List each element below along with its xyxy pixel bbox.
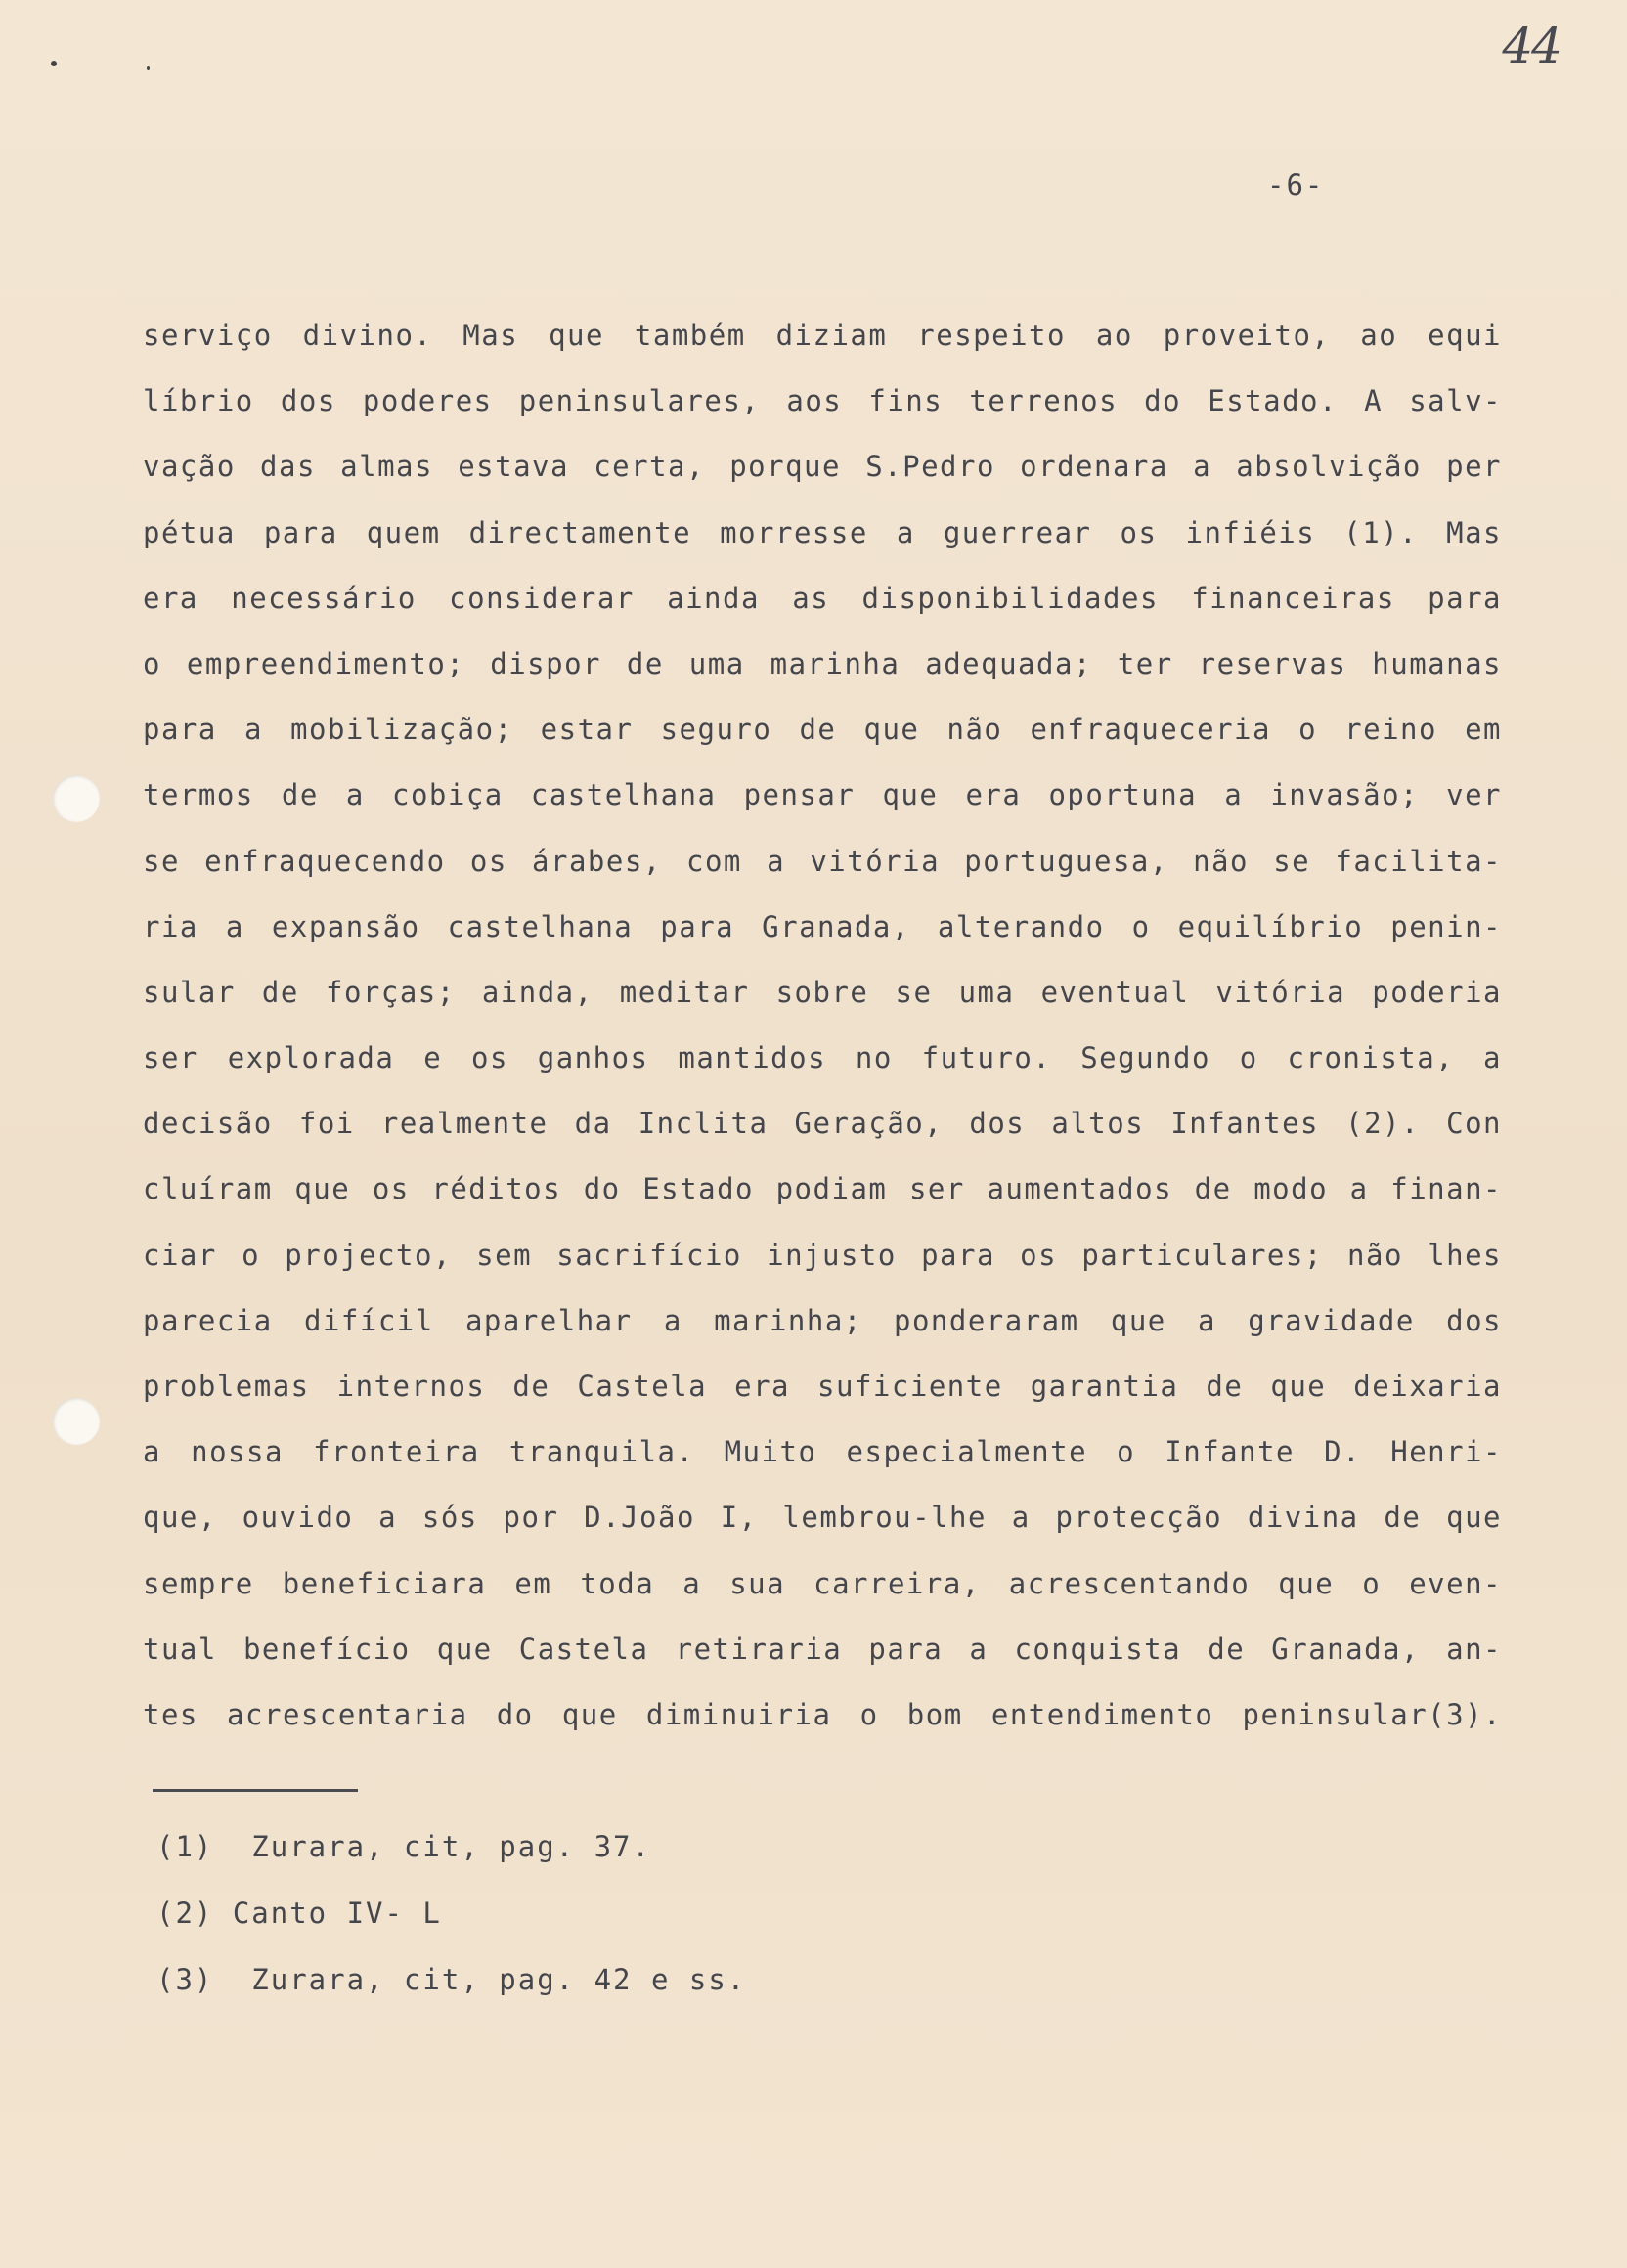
text-line: que, ouvido a sós por D.João I, lembrou-lhe a protecção divina de que <box>143 1501 1502 1535</box>
footnotes <box>156 1813 746 2013</box>
footnote: (1) Zurara, cit, pag. 37. <box>156 1830 651 1863</box>
text-line: termos de a cobiça castelhana pensar que era oportuna a invasão; ver <box>143 778 1502 812</box>
text-line: ser explorada e os ganhos mantidos no futuro. Segundo o cronista, a <box>143 1041 1502 1075</box>
text-line: ria a expansão castelhana para Granada, alterando o equilíbrio penin- <box>143 909 1502 943</box>
text-line: serviço divino. Mas que também diziam respeito ao proveito, ao equi <box>143 319 1502 352</box>
page-number: -6- <box>1267 168 1325 201</box>
text-line: líbrio dos poderes peninsulares, aos fins terrenos do Estado. A salv- <box>143 384 1502 418</box>
text-line: parecia difícil aparelhar a marinha; ponderaram que a gravidade dos <box>143 1303 1502 1337</box>
text-line: decisão foi realmente da Inclita Geração, dos altos Infantes (2). Con <box>143 1107 1502 1141</box>
text-line: tes acrescentaria do que diminuiria o bom entendimento peninsular(3). <box>143 1697 1502 1731</box>
text-line: sular de forças; ainda, meditar sobre se uma eventual vitória poderia <box>143 975 1502 1009</box>
text-line: vação das almas estava certa, porque S.Pedro ordenara a absolvição per <box>143 450 1502 484</box>
ink-speck <box>147 66 150 70</box>
text-line: se enfraquecendo os árabes, com a vitória portuguesa, não se facilita- <box>143 844 1502 878</box>
text-line: pétua para quem directamente morresse a guerrear os infiéis (1). Mas <box>143 515 1502 549</box>
text-line: problemas internos de Castela era suficiente garantia de que deixaria <box>143 1370 1502 1403</box>
text-line: ciar o projecto, sem sacrifício injusto para os particulares; não lhes <box>143 1238 1502 1272</box>
text-line: o empreendimento; dispor de uma marinha adequada; ter reservas humanas <box>143 646 1502 680</box>
punch-hole <box>53 1398 100 1445</box>
text-line: tual benefício que Castela retiraria para a conquista de Granada, an- <box>143 1632 1502 1666</box>
footnote: (2) Canto IV- L <box>156 1897 442 1930</box>
ink-speck <box>51 61 57 66</box>
body-text <box>143 303 1502 1748</box>
footnote-separator <box>153 1789 358 1792</box>
text-line: para a mobilização; estar seguro de que não enfraqueceria o reino em <box>143 713 1502 747</box>
text-line: era necessário considerar ainda as disponibilidades financeiras para <box>143 581 1502 615</box>
text-line: a nossa fronteira tranquila. Muito especialmente o Infante D. Henri- <box>143 1435 1502 1469</box>
handwritten-page-number: 44 <box>1502 18 1561 74</box>
footnote: (3) Zurara, cit, pag. 42 e ss. <box>156 1963 747 1996</box>
text-line: cluíram que os réditos do Estado podiam ser aumentados de modo a finan- <box>143 1172 1502 1206</box>
punch-hole <box>53 775 100 822</box>
text-line: sempre beneficiara em toda a sua carreira, acrescentando que o even- <box>143 1566 1502 1600</box>
